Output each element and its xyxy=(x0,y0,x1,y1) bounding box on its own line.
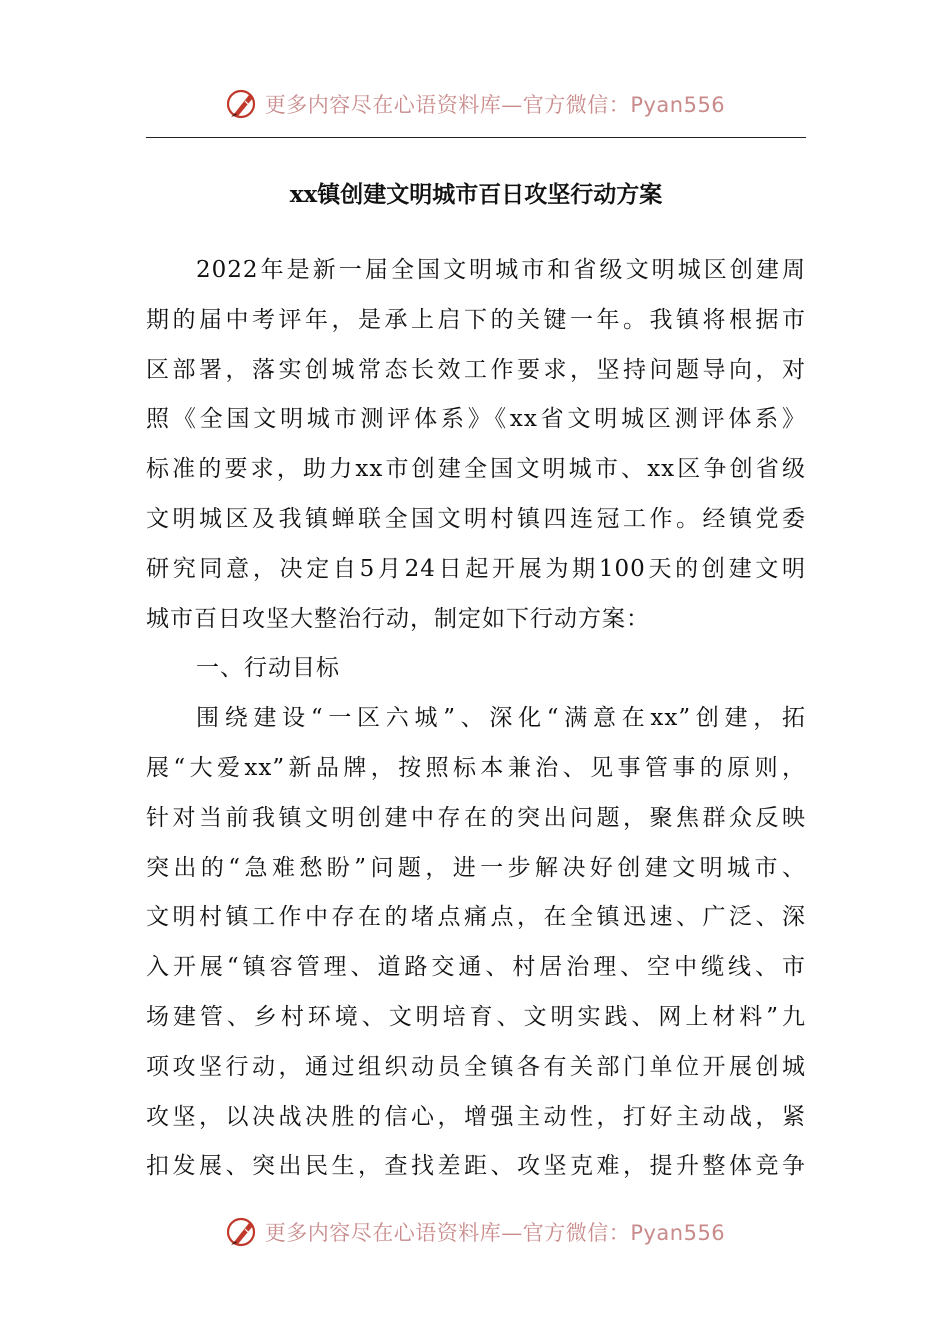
banner-wechat-id: Pyan556 xyxy=(630,93,726,117)
banner-text xyxy=(265,1217,725,1247)
body-line: 围绕建设“一区六城”、深化“满意在xx”创建，拓 xyxy=(196,705,806,732)
body-line: 文明城区及我镇蝉联全国文明村镇四连冠工作。经镇党委 xyxy=(146,505,806,532)
pen-circle-logo-icon xyxy=(225,1215,259,1249)
body-line: 突出的“急难愁盼”问题，进一步解决好创建文明城市、 xyxy=(146,854,806,881)
section-heading: 一、行动目标 xyxy=(196,655,340,682)
body-line: 区部署，落实创城常态长效工作要求，坚持问题导向，对 xyxy=(146,356,806,383)
body-line: 攻坚，以决战决胜的信心，增强主动性，打好主动战，紧 xyxy=(146,1103,806,1130)
body-line: 2022年是新一届全国文明城市和省级文明城区创建周 xyxy=(196,257,806,283)
document-title: xx镇创建文明城市百日攻坚行动方案 xyxy=(289,181,663,208)
body-line: 扣发展、突出民生，查找差距、攻坚克难，提升整体竞争 xyxy=(146,1153,806,1180)
body-line: 展“大爱xx”新品牌，按照标本兼治、见事管事的原则， xyxy=(146,754,806,781)
banner-text xyxy=(265,89,725,119)
body-line: 场建管、乡村环境、文明培育、文明实践、网上材料”九 xyxy=(146,1003,806,1030)
header-divider xyxy=(146,137,806,138)
body-line: 城市百日攻坚大整治行动，制定如下行动方案： xyxy=(146,605,650,632)
body-line: 入开展“镇容管理、道路交通、村居治理、空中缆线、市 xyxy=(146,954,806,981)
body-line: 项攻坚行动，通过组织动员全镇各有关部门单位开展创城 xyxy=(146,1053,806,1080)
footer-banner xyxy=(0,1212,950,1252)
body-line: 针对当前我镇文明创建中存在的突出问题，聚焦群众反映 xyxy=(146,804,806,831)
pen-circle-logo-icon xyxy=(225,87,259,121)
body-line: 期的届中考评年，是承上启下的关键一年。我镇将根据市 xyxy=(146,306,806,333)
body-line: 照《全国文明城市测评体系》《xx省文明城区测评体系》 xyxy=(146,406,806,433)
document-body xyxy=(146,246,806,1192)
banner-slogan: 更多内容尽在心语资料库—官方微信： xyxy=(264,93,631,117)
body-line: 文明村镇工作中存在的堵点痛点，在全镇迅速、广泛、深 xyxy=(146,904,806,931)
body-line: 研究同意，决定自5月24日起开展为期100天的创建文明 xyxy=(146,555,806,582)
banner-wechat-id: Pyan556 xyxy=(630,1221,726,1245)
banner-slogan: 更多内容尽在心语资料库—官方微信： xyxy=(264,1221,631,1245)
header-banner xyxy=(0,84,950,124)
body-line: 标准的要求，助力xx市创建全国文明城市、xx区争创省级 xyxy=(146,456,806,483)
